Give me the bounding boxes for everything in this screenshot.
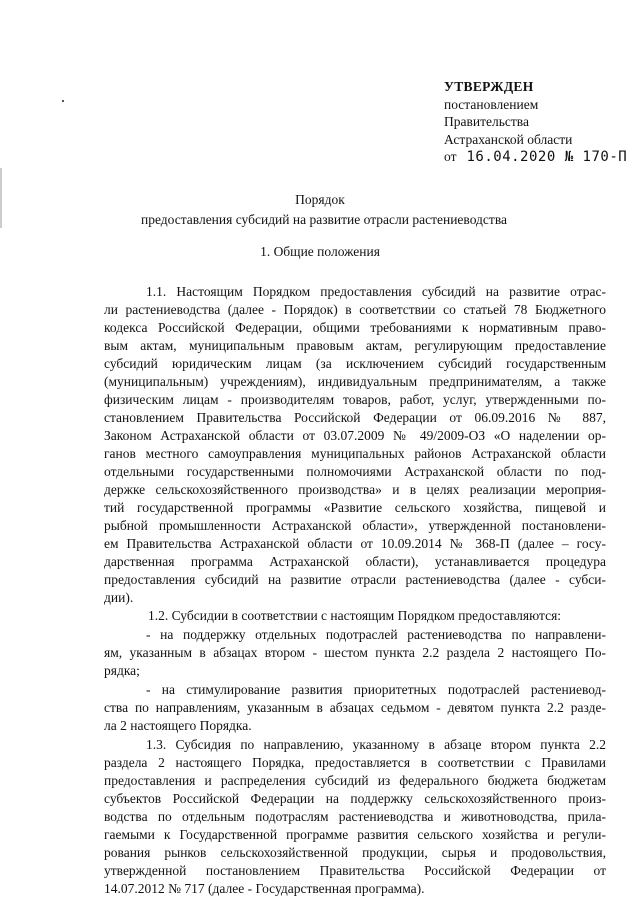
approval-heading: УТВЕРЖДЕН bbox=[444, 79, 534, 94]
approval-date-prefix: от bbox=[444, 149, 457, 164]
body-line: субсидий юридическим лицам (за исключением субсидий государственным bbox=[104, 356, 606, 371]
body-line: утвержденной постановлением Правительства Российской Федерации от bbox=[104, 863, 606, 878]
body-line: ем Правительства Астраханской области от 10.09.2014 № 368-П (далее – госу- bbox=[104, 536, 606, 551]
body-line: Законом Астраханской области от 03.07.2009 № 49/2009-ОЗ «О наделении ор- bbox=[104, 428, 606, 443]
body-line: ства по направлениям, указанным в абзацах седьмом - девятом пункта 2.2 разде- bbox=[104, 700, 606, 715]
approval-date-line bbox=[444, 148, 627, 167]
body-line: становлением Правительства Российской Федерации от 06.09.2016 № 887, bbox=[104, 410, 606, 425]
body-line: физическим лицам - производителям товаров, работ, услуг, утвержденными по- bbox=[104, 392, 606, 407]
body-line: тий государственной программы «Развитие сельского хозяйства, пищевой и bbox=[104, 500, 606, 515]
body-line: 1.3. Субсидия по направлению, указанному в абзаце втором пункта 2.2 bbox=[146, 737, 606, 752]
body-line: рыбной промышленности Астраханской области», утвержденной постановлени- bbox=[104, 518, 606, 533]
document-subtitle: предоставления субсидий на развитие отрасли растениеводства bbox=[140, 212, 508, 227]
body-line: ганов местного самоуправления муниципальных районов Астраханской области bbox=[104, 446, 606, 461]
body-line: держке сельскохозяйственного производства» и в целях реализации мероприя- bbox=[104, 482, 606, 497]
body-line: отдельными государственными полномочиями Астраханской области по под- bbox=[104, 464, 606, 479]
body-line: субъектов Российской Федерации на поддержку сельскохозяйственного произ- bbox=[104, 791, 606, 806]
body-line: кодекса Российской Федерации, общими требованиями к нормативным право- bbox=[104, 320, 606, 335]
body-line: рядка; bbox=[104, 663, 140, 678]
body-line: - на стимулирование развития приоритетных подотраслей растениевод- bbox=[146, 682, 606, 697]
scan-dot bbox=[62, 100, 64, 102]
body-line: ла 2 настоящего Порядка. bbox=[104, 718, 252, 733]
approval-line-3: Астраханской области bbox=[444, 131, 573, 147]
body-line: 14.07.2012 № 717 (далее - Государственная программа). bbox=[104, 881, 425, 896]
section-heading: 1. Общие положения bbox=[260, 244, 380, 259]
body-line: (муниципальным) учреждениям), индивидуальным предпринимателям, а также bbox=[104, 374, 606, 389]
body-line: ли растениеводства (далее - Порядок) в соответствии со статьей 78 Бюджетного bbox=[104, 302, 606, 317]
body-line: гаемыми к Государственной программе развития сельского хозяйства и регули- bbox=[104, 827, 606, 842]
approval-line-1: постановлением bbox=[444, 96, 539, 112]
body-line: рования рынков сельскохозяйственной продукции, сырья и продовольствия, bbox=[104, 845, 606, 860]
body-line: предоставления и распределения субсидий из федерального бюджета бюджетам bbox=[104, 773, 606, 788]
body-line: 1.1. Настоящим Порядком предоставления субсидий на развитие отрас- bbox=[146, 284, 606, 299]
body-line: 1.2. Субсидии в соответствии с настоящим Порядком предоставляются: bbox=[148, 608, 562, 623]
body-line: - на поддержку отдельных подотраслей растениеводства по направлени- bbox=[146, 627, 606, 642]
body-line: дии). bbox=[104, 590, 134, 605]
body-line: дарственная программа Астраханской области), устанавливается процедура bbox=[104, 554, 606, 569]
body-line: раздела 2 настоящего Порядка, предоставляется в соответствии с Правилами bbox=[104, 755, 606, 770]
document-title: Порядок bbox=[295, 192, 345, 207]
approval-stamp-block bbox=[444, 78, 627, 167]
body-line: вым актам, муниципальным правовым актам, регулирующим предоставление bbox=[104, 338, 606, 353]
approval-date-stamp: 16.04.2020 № 170-П bbox=[466, 149, 628, 165]
body-line: водства по отдельным подотраслям растениеводства и животноводства, прила- bbox=[104, 809, 606, 824]
body-line: ям, указанным в абзацах втором - шестом пункта 2.2 раздела 2 настоящего По- bbox=[104, 645, 606, 660]
approval-line-2: Правительства bbox=[444, 114, 529, 129]
body-line: предоставления субсидий на развитие отрасли растениеводства (далее - субси- bbox=[104, 572, 606, 587]
